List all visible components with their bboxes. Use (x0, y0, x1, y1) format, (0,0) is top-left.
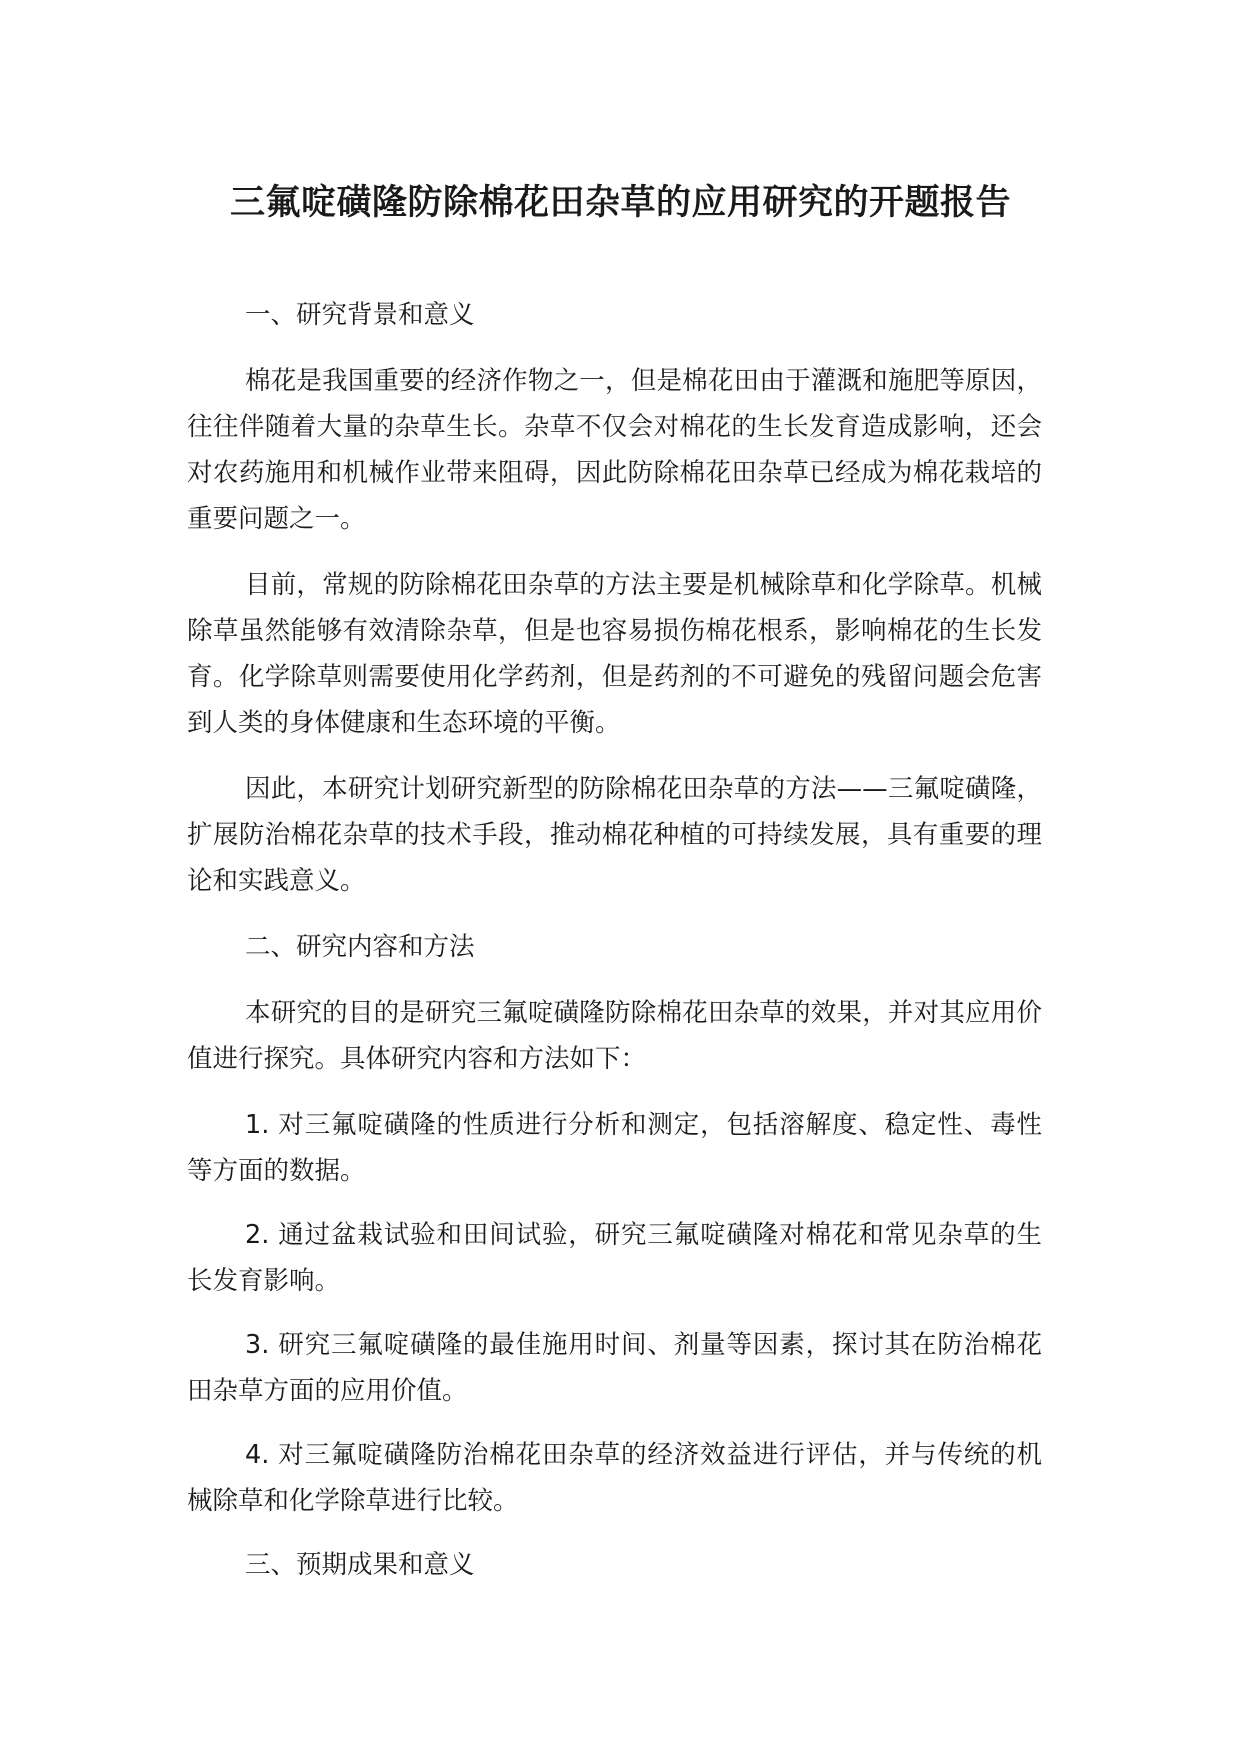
document-body (187, 292, 1042, 1588)
paragraph-cotton-weeds: 棉花是我国重要的经济作物之一，但是棉花田由于灌溉和施肥等原因，往往伴随着大量的杂草生长。杂草不仅会对棉花的生长发育造成影响，还会对农药施用和机械作业带来阻碍，因此防除棉花田杂草已经成为棉花栽培的重要问题之一。 (187, 366, 1042, 534)
document-title: 三氟啶磺隆防除棉花田杂草的应用研究的开题报告 (229, 183, 1011, 223)
section-heading-expected-results: 三、预期成果和意义 (245, 1550, 475, 1580)
list-item: 1. 对三氟啶磺隆的性质进行分析和测定，包括溶解度、稳定性、毒性等方面的数据。 (187, 1110, 1042, 1186)
section-heading-background: 一、研究背景和意义 (245, 300, 475, 330)
paragraph-research-intro: 本研究的目的是研究三氟啶磺隆防除棉花田杂草的效果，并对其应用价值进行探究。具体研究内容和方法如下： (187, 998, 1042, 1074)
list-item: 4. 对三氟啶磺隆防治棉花田杂草的经济效益进行评估，并与传统的机械除草和化学除草进行比较。 (187, 1440, 1042, 1516)
paragraph-current-methods: 目前，常规的防除棉花田杂草的方法主要是机械除草和化学除草。机械除草虽然能够有效清除杂草，但是也容易损伤棉花根系，影响棉花的生长发育。化学除草则需要使用化学药剂，但是药剂的不可避免的残留问题会危害到人类的身体健康和生态环境的平衡。 (187, 570, 1042, 738)
list-item: 2. 通过盆栽试验和田间试验，研究三氟啶磺隆对棉花和常见杂草的生长发育影响。 (187, 1220, 1042, 1296)
list-item: 3. 研究三氟啶磺隆的最佳施用时间、剂量等因素，探讨其在防治棉花田杂草方面的应用价值。 (187, 1330, 1042, 1406)
paragraph-research-plan: 因此，本研究计划研究新型的防除棉花田杂草的方法——三氟啶磺隆，扩展防治棉花杂草的技术手段，推动棉花种植的可持续发展，具有重要的理论和实践意义。 (187, 774, 1042, 896)
section-heading-content-methods: 二、研究内容和方法 (245, 932, 475, 962)
